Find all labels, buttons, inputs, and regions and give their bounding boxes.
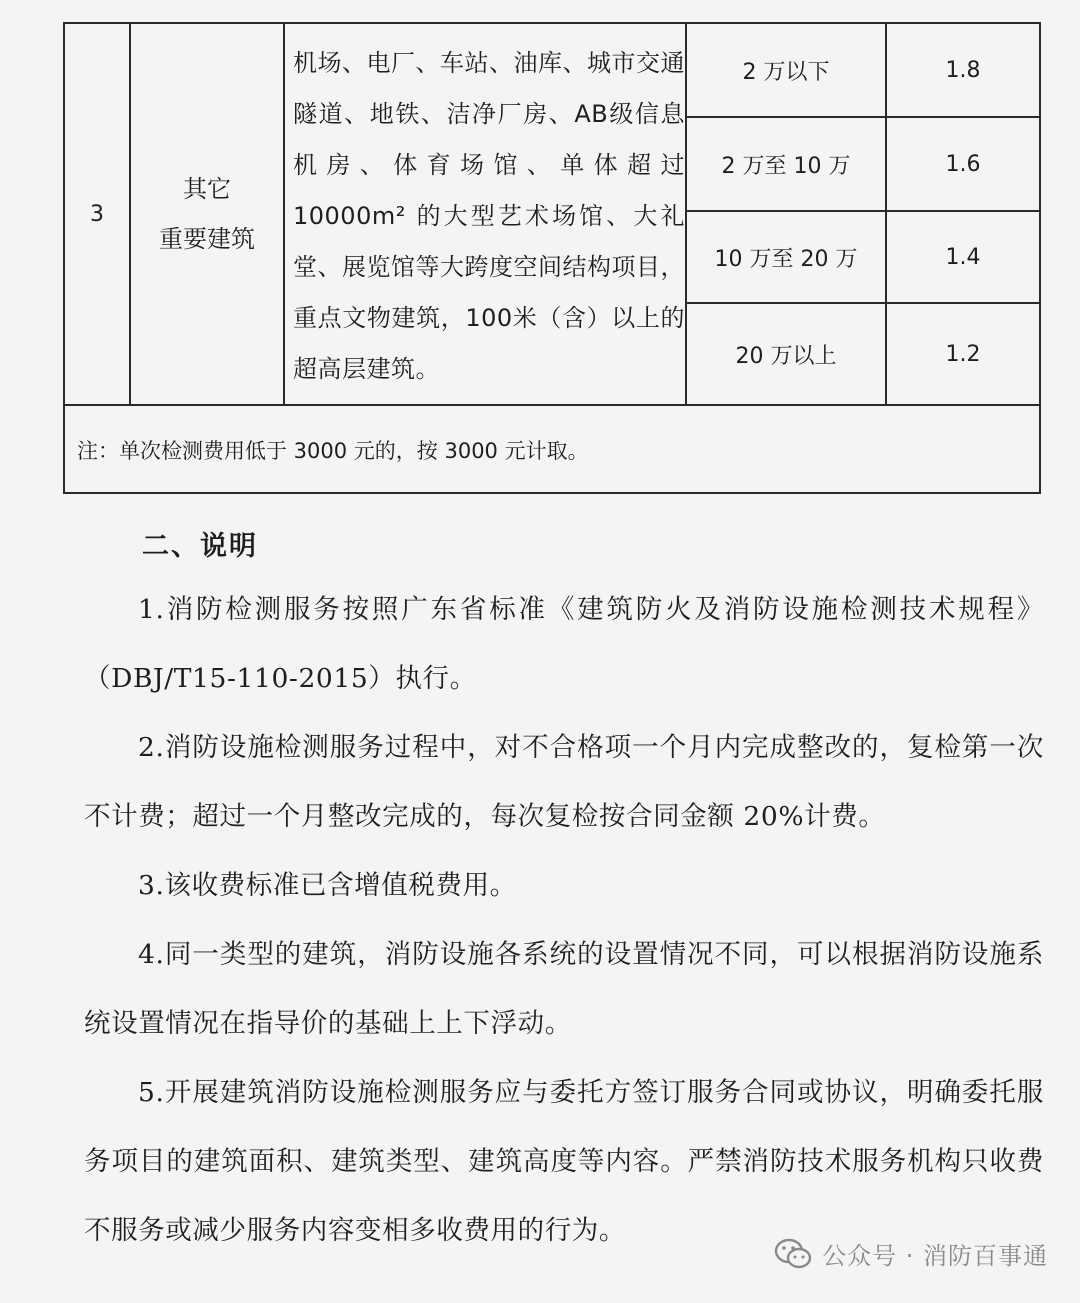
explanation-paragraph: 2.消防设施检测服务过程中，对不合格项一个月内完成整改的，复检第一次不计费；超过一个月整改完成的，每次复检按合同金额 20%计费。 bbox=[84, 732, 1044, 832]
area-range: 2 万至 10 万 bbox=[721, 153, 851, 179]
fee-factor: 1.2 bbox=[945, 341, 981, 367]
area-range: 2 万以下 bbox=[742, 59, 830, 85]
explanation-paragraph: 4.同一类型的建筑，消防设施各系统的设置情况不同，可以根据消防设施系统设置情况在指导价的基础上上下浮动。 bbox=[84, 939, 1044, 1039]
building-category bbox=[131, 24, 283, 404]
wechat-icon bbox=[774, 1238, 812, 1270]
category-line: 重要建筑 bbox=[159, 225, 255, 253]
explanation-paragraph: 3.该收费标准已含增值税费用。 bbox=[138, 870, 517, 901]
section-heading: 二、说明 bbox=[142, 531, 258, 562]
explanation-paragraph: 5.开展建筑消防设施检测服务应与委托方签订服务合同或协议，明确委托服务项目的建筑面积、建筑类型、建筑高度等内容。严禁消防技术服务机构只收费不服务或减少服务内容变相多收费用的行为。 bbox=[84, 1077, 1044, 1246]
fee-table bbox=[63, 22, 1041, 494]
area-range: 20 万以上 bbox=[735, 343, 837, 369]
fee-factor: 1.8 bbox=[945, 57, 981, 83]
watermark-text: 公众号 · 消防百事通 bbox=[822, 1242, 1048, 1270]
fee-factor: 1.6 bbox=[945, 151, 981, 177]
category-line: 其它 bbox=[183, 175, 231, 203]
area-range: 10 万至 20 万 bbox=[714, 246, 858, 272]
explanation-paragraph: 1.消防检测服务按照广东省标准《建筑防火及消防设施检测技术规程》（DBJ/T15-110-2015）执行。 bbox=[84, 594, 1044, 694]
table-divider bbox=[65, 404, 1039, 406]
row-number: 3 bbox=[90, 201, 104, 227]
fee-factor: 1.4 bbox=[945, 244, 981, 270]
table-note: 注：单次检测费用低于 3000 元的，按 3000 元计取。 bbox=[77, 439, 589, 463]
watermark bbox=[774, 1236, 1048, 1271]
building-description: 机场、电厂、车站、油库、城市交通隧道、地铁、洁净厂房、AB级信息机房、体育场馆、单体超过10000m² 的大型艺术场馆、大礼堂、展览馆等大跨度空间结构项目，重点文物建筑，100米（含）以上的超高层建筑。 bbox=[293, 49, 685, 383]
table-divider bbox=[283, 24, 285, 404]
